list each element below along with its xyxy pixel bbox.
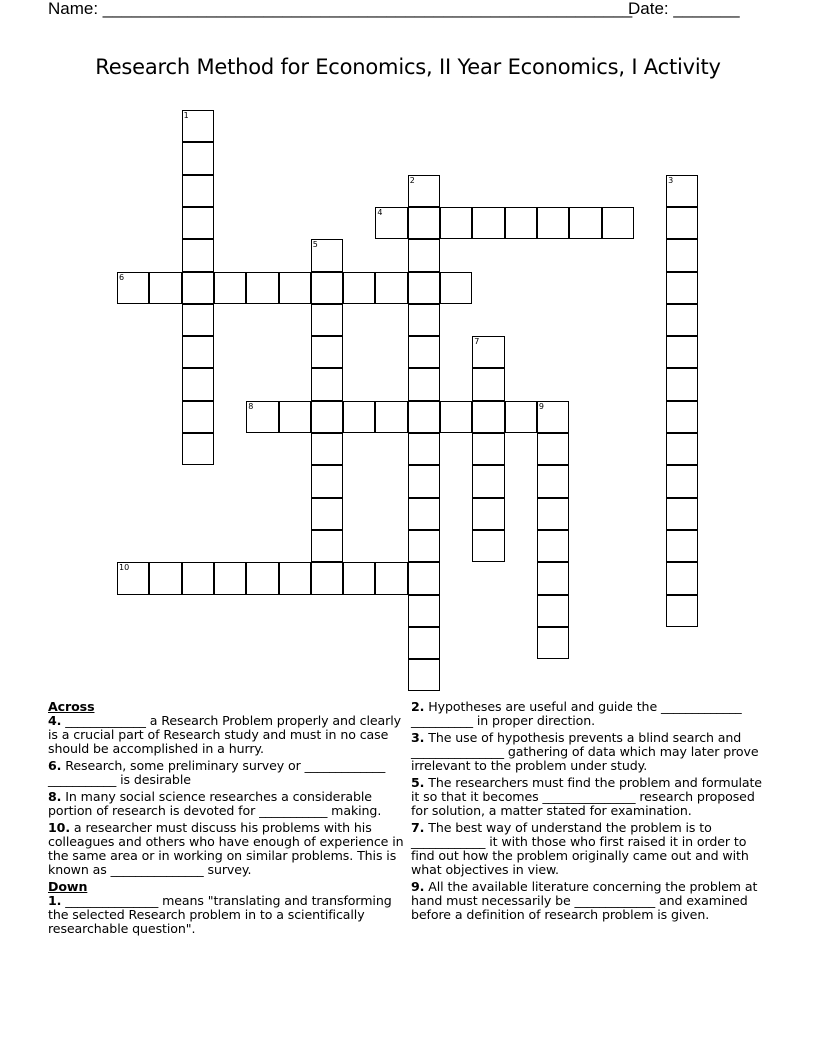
grid-cell[interactable] — [343, 562, 375, 594]
grid-cell[interactable] — [311, 304, 343, 336]
down-clue-list-continued — [411, 700, 771, 922]
clue-item — [411, 700, 771, 728]
name-field[interactable]: Name: ________________________________________________________ — [48, 0, 633, 18]
grid-cell[interactable] — [279, 562, 311, 594]
grid-cell[interactable] — [214, 562, 246, 594]
grid-cell[interactable] — [537, 595, 569, 627]
clue-item — [48, 759, 406, 787]
grid-cell[interactable] — [666, 368, 698, 400]
clue-number-label: 9. — [411, 879, 425, 894]
down-heading: Down — [48, 879, 88, 894]
clue-text: The researchers must find the problem and formulate it so that it becomes _______________ research proposed for solution, a matter stated for examination. — [411, 775, 762, 818]
grid-cell[interactable] — [537, 530, 569, 562]
grid-cell[interactable] — [182, 304, 214, 336]
grid-cell[interactable] — [440, 401, 472, 433]
grid-cell[interactable] — [666, 207, 698, 239]
grid-cell[interactable] — [246, 272, 278, 304]
grid-cell[interactable] — [569, 207, 601, 239]
grid-cell[interactable] — [408, 498, 440, 530]
grid-cell[interactable] — [149, 562, 181, 594]
grid-cell[interactable] — [472, 336, 504, 368]
clue-number-label: 8. — [48, 789, 62, 804]
grid-cell[interactable] — [375, 562, 407, 594]
grid-cell[interactable] — [537, 498, 569, 530]
grid-cell[interactable] — [311, 498, 343, 530]
clue-number: 4 — [377, 207, 383, 217]
clue-number: 1 — [183, 111, 189, 120]
grid-cell[interactable] — [408, 465, 440, 497]
grid-cell[interactable] — [472, 433, 504, 465]
grid-cell[interactable] — [343, 272, 375, 304]
clue-number-label: 4. — [48, 713, 62, 728]
clue-number: 10 — [119, 563, 130, 573]
grid-cell[interactable] — [537, 465, 569, 497]
grid-cell[interactable] — [440, 272, 472, 304]
grid-cell[interactable] — [408, 433, 440, 465]
page-title: Research Method for Economics, II Year Economics, I Activity — [95, 55, 721, 79]
grid-cell[interactable] — [408, 530, 440, 562]
grid-cell[interactable] — [666, 239, 698, 271]
clue-item — [48, 790, 406, 818]
grid-cell[interactable] — [666, 562, 698, 594]
grid-cell[interactable] — [182, 433, 214, 465]
clue-item — [411, 776, 771, 818]
grid-cell[interactable] — [666, 401, 698, 433]
grid-cell[interactable] — [408, 336, 440, 368]
grid-cell[interactable] — [666, 498, 698, 530]
grid-cell[interactable] — [246, 562, 278, 594]
grid-cell[interactable] — [311, 530, 343, 562]
grid-cell[interactable] — [537, 627, 569, 659]
date-field[interactable]: Date: _______ — [628, 0, 740, 18]
grid-cell[interactable] — [408, 562, 440, 594]
clue-text: a researcher must discuss his problems with his colleagues and others who have enough of experience in the same area or in working on similar problems. This is known as _______________ survey. — [48, 820, 404, 877]
grid-cell[interactable] — [666, 530, 698, 562]
grid-cell[interactable] — [537, 207, 569, 239]
grid-cell[interactable] — [182, 272, 214, 304]
grid-cell[interactable] — [408, 627, 440, 659]
clue-number: 2 — [409, 175, 415, 185]
grid-cell[interactable] — [408, 401, 440, 433]
grid-cell[interactable] — [440, 207, 472, 239]
grid-cell[interactable] — [311, 368, 343, 400]
clue-text: All the available literature concerning the problem at hand must necessarily be _____________ and examined before a definition of research problem is given. — [411, 879, 758, 922]
grid-cell[interactable] — [311, 336, 343, 368]
clue-number: 9 — [538, 401, 544, 411]
clue-number-label: 1. — [48, 893, 62, 908]
grid-cell[interactable] — [408, 272, 440, 304]
grid-cell[interactable] — [311, 239, 343, 271]
grid-cell[interactable] — [375, 401, 407, 433]
grid-cell[interactable] — [472, 465, 504, 497]
grid-cell[interactable] — [408, 304, 440, 336]
grid-cell[interactable] — [505, 401, 537, 433]
clue-number: 8 — [248, 401, 254, 411]
grid-cell[interactable] — [666, 304, 698, 336]
grid-cell[interactable] — [408, 368, 440, 400]
grid-cell[interactable] — [472, 530, 504, 562]
grid-cell[interactable] — [375, 207, 407, 239]
clue-text: _______________ means "translating and transforming the selected Research problem in to a scientifically researchable question". — [48, 893, 392, 936]
grid-cell[interactable] — [279, 272, 311, 304]
grid-cell[interactable] — [182, 175, 214, 207]
clue-number-label: 7. — [411, 820, 425, 835]
grid-cell[interactable] — [182, 562, 214, 594]
grid-cell[interactable] — [311, 401, 343, 433]
grid-cell[interactable] — [182, 336, 214, 368]
grid-cell[interactable] — [182, 401, 214, 433]
clue-item — [411, 880, 771, 922]
grid-cell[interactable] — [505, 207, 537, 239]
grid-cell[interactable] — [472, 368, 504, 400]
clue-number: 7 — [474, 337, 480, 347]
clue-number-label: 3. — [411, 730, 425, 745]
grid-cell[interactable] — [182, 239, 214, 271]
grid-cell[interactable] — [246, 401, 278, 433]
across-heading: Across — [48, 699, 95, 714]
clue-number: 3 — [668, 175, 674, 185]
grid-cell[interactable] — [214, 272, 246, 304]
grid-cell[interactable] — [182, 368, 214, 400]
grid-cell[interactable] — [408, 207, 440, 239]
grid-cell[interactable] — [279, 401, 311, 433]
clue-item — [48, 714, 406, 756]
grid-cell[interactable] — [375, 272, 407, 304]
grid-cell[interactable] — [149, 272, 181, 304]
grid-cell[interactable] — [666, 336, 698, 368]
down-clue-list — [48, 894, 406, 936]
grid-cell[interactable] — [472, 498, 504, 530]
grid-cell[interactable] — [666, 465, 698, 497]
clue-text: The use of hypothesis prevents a blind search and _______________ gathering of data which may later prove irrelevant to the problem under study. — [411, 730, 759, 773]
grid-cell[interactable] — [311, 433, 343, 465]
grid-cell[interactable] — [311, 465, 343, 497]
clue-item — [411, 821, 771, 877]
grid-cell[interactable] — [343, 401, 375, 433]
grid-cell[interactable] — [537, 562, 569, 594]
clue-number-label: 2. — [411, 699, 425, 714]
grid-cell[interactable] — [666, 272, 698, 304]
clues-right-column — [411, 700, 771, 925]
clue-number: 6 — [119, 272, 125, 282]
grid-cell[interactable] — [666, 595, 698, 627]
grid-cell[interactable] — [182, 110, 214, 142]
clue-item — [48, 894, 406, 936]
clues-left-column — [48, 700, 406, 939]
clue-number-label: 6. — [48, 758, 62, 773]
clue-text: Hypotheses are useful and guide the _____________ __________ in proper direction. — [411, 699, 742, 728]
clue-number-label: 10. — [48, 820, 71, 835]
across-clue-list — [48, 714, 406, 877]
grid-cell[interactable] — [472, 207, 504, 239]
clue-text: _____________ a Research Problem properly and clearly is a crucial part of Research study and must in no case should be accomplished in a hurry. — [48, 713, 401, 756]
grid-cell[interactable] — [537, 433, 569, 465]
grid-cell[interactable] — [117, 272, 149, 304]
grid-cell[interactable] — [537, 401, 569, 433]
clue-number-label: 5. — [411, 775, 425, 790]
clue-item — [48, 821, 406, 877]
grid-cell[interactable] — [472, 401, 504, 433]
grid-cell[interactable] — [117, 562, 149, 594]
grid-cell[interactable] — [182, 207, 214, 239]
grid-cell[interactable] — [311, 272, 343, 304]
clue-number: 5 — [312, 240, 318, 250]
grid-cell[interactable] — [408, 659, 440, 691]
clue-text: Research, some preliminary survey or _____________ ___________ is desirable — [48, 758, 386, 787]
grid-cell[interactable] — [311, 562, 343, 594]
grid-cell[interactable] — [666, 175, 698, 207]
grid-cell[interactable] — [408, 239, 440, 271]
grid-cell[interactable] — [182, 142, 214, 174]
grid-cell[interactable] — [408, 175, 440, 207]
clue-text: The best way of understand the problem is to ____________ it with those who first raised it in order to find out how the problem originally came out and with what objectives in view. — [411, 820, 749, 877]
clue-item — [411, 731, 771, 773]
clue-text: In many social science researches a considerable portion of research is devoted for ___________ making. — [48, 789, 382, 818]
grid-cell[interactable] — [602, 207, 634, 239]
grid-cell[interactable] — [408, 595, 440, 627]
grid-cell[interactable] — [666, 433, 698, 465]
